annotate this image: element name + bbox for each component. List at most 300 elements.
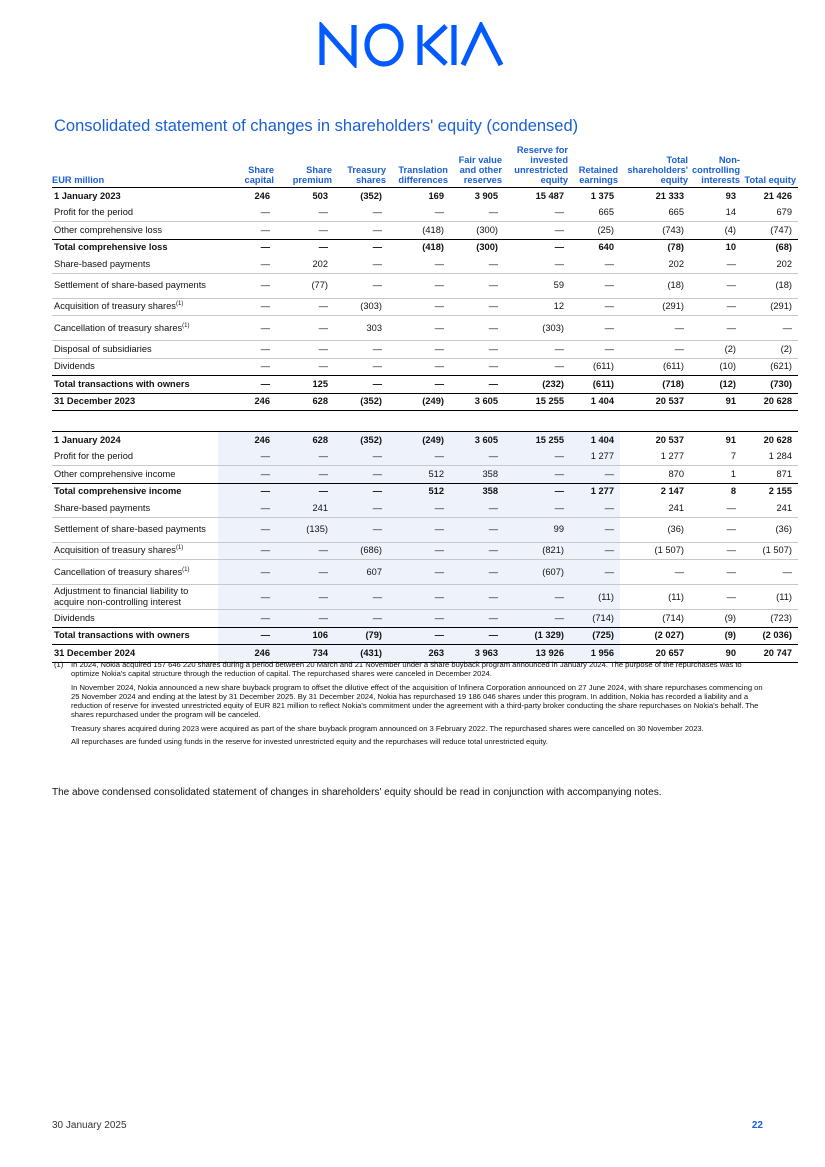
table-cell: (77)	[276, 273, 334, 298]
table-cell: (723)	[770, 612, 792, 623]
table-cell: —	[690, 256, 742, 273]
table-cell: 1 277	[620, 449, 690, 466]
table-cell: —	[218, 627, 276, 645]
table-cell: —	[450, 376, 504, 394]
table-cell: —	[334, 483, 388, 500]
table-cell: 665	[570, 205, 620, 222]
row-label	[52, 610, 218, 628]
footnote-paragraph: In November 2024, Nokia announced a new share buyback program to offset the dilutive effect of the acquisition of Infinera Corporation announced on 27 June 2024, with share repurchases commencing on 25 November 2024 and ending at the latest by 31 December 2025. By 31 December 2024, Nokia has repurchased 19 186 046 shares under this program. In addition, Nokia has recorded a liability and a reduction of reserve for invested unrestricted equity of EUR 821 million to reflect Nokia's commitment under the agreement with a third-party broker conducting the share repurchases on Nokia's behalf. The shares repurchased under the program will be canceled.	[71, 682, 763, 720]
row-label-text: Settlement of share-based payments	[54, 280, 206, 290]
table-cell: (9)	[690, 627, 742, 645]
table-cell: 20 628	[742, 432, 798, 449]
col-header: Total equity	[742, 145, 798, 188]
table-cell: —	[334, 273, 388, 298]
table-cell: —	[388, 298, 450, 316]
table-cell: (300)	[450, 239, 504, 256]
page-title: Consolidated statement of changes in shareholders' equity (condensed)	[54, 117, 579, 135]
table-cell: —	[318, 361, 328, 372]
table-cell: —	[504, 341, 570, 359]
col-header: Translation differences	[388, 145, 450, 188]
table-cell: 503	[312, 190, 328, 201]
table-cell: 246	[218, 645, 276, 663]
footnote-ref: (1)	[182, 322, 190, 329]
table-cell: —	[388, 627, 450, 645]
footnote-marker: (1)	[54, 660, 64, 669]
table-cell: 2 147	[620, 483, 690, 500]
row-label	[52, 393, 218, 411]
table-cell: —	[504, 500, 570, 517]
row-label	[52, 627, 218, 645]
row-label-text: Profit for the period	[54, 451, 134, 462]
table-cell: —	[218, 341, 276, 359]
table-cell: —	[218, 273, 276, 298]
table-cell: 358	[450, 466, 504, 484]
table-cell: (303)	[334, 298, 388, 316]
nokia-logo-mark	[318, 22, 508, 68]
table-cell: 2 155	[742, 483, 798, 500]
col-header: Fair value and other reserves	[450, 145, 504, 188]
table-cell: —	[690, 316, 742, 341]
table-cell: —	[334, 466, 388, 484]
table-cell: 734	[276, 645, 334, 663]
table-cell: 8	[690, 483, 742, 500]
table-cell: (10)	[719, 361, 736, 372]
row-label-text: Dividends	[54, 361, 95, 372]
table-cell: 512	[388, 466, 450, 484]
row-label	[52, 483, 218, 500]
table-cell: 246	[218, 393, 276, 411]
footnotes	[54, 660, 772, 750]
row-label	[52, 316, 218, 341]
table-cell: 93	[725, 190, 736, 201]
table-cell: 1 284	[742, 449, 798, 466]
table-cell: —	[276, 542, 334, 560]
table-cell: —	[570, 517, 620, 542]
row-label	[52, 205, 218, 222]
table-cell: (1 329)	[504, 627, 570, 645]
table-cell: 628	[276, 393, 334, 411]
table-cell: (718)	[620, 376, 690, 394]
table-cell: 246	[218, 432, 276, 449]
table-cell: —	[276, 239, 334, 256]
table-cell: (11)	[620, 585, 690, 610]
table-cell: —	[570, 298, 620, 316]
table-cell: —	[504, 466, 570, 484]
table-cell: (611)	[662, 361, 684, 372]
table-cell: (68)	[742, 239, 798, 256]
table-cell: 241	[742, 500, 798, 517]
table-row	[52, 341, 798, 359]
table-cell: (36)	[742, 517, 798, 542]
table-row	[52, 256, 798, 273]
table-cell: —	[690, 517, 742, 542]
table-cell: 202	[742, 256, 798, 273]
table-cell: 106	[276, 627, 334, 645]
table-cell: —	[570, 341, 620, 359]
table-cell: —	[570, 560, 620, 585]
table-row	[52, 542, 798, 560]
row-label	[52, 500, 218, 517]
table-cell: 3 905	[474, 190, 498, 201]
table-cell: 20 747	[742, 645, 798, 663]
table-cell: —	[388, 273, 450, 298]
table-cell: —	[218, 298, 276, 316]
table-cell: 3 605	[450, 432, 504, 449]
table-cell: (743)	[662, 224, 684, 235]
table-row	[52, 298, 798, 316]
footnote-paragraph: All repurchases are funded using funds in the reserve for invested unrestricted equity and the repurchases will reduce total unrestricted equity.	[71, 737, 548, 747]
table-cell: —	[334, 500, 388, 517]
table-cell: 665	[620, 205, 690, 222]
row-label	[52, 560, 218, 585]
table-cell: 1 277	[570, 483, 620, 500]
table-cell: —	[218, 466, 276, 484]
table-cell: (431)	[334, 645, 388, 663]
table-cell: —	[450, 449, 504, 466]
table-cell: —	[334, 256, 388, 273]
table-cell: —	[388, 449, 450, 466]
col-header: EUR million	[52, 145, 218, 188]
table-cell: (2)	[690, 341, 742, 359]
table-cell: —	[450, 205, 504, 222]
table-cell: 7	[690, 449, 742, 466]
table-cell: (18)	[620, 273, 690, 298]
table-cell: —	[434, 361, 444, 372]
table-cell: 169	[428, 190, 444, 201]
col-header: Reserve for invested unrestricted equity	[504, 145, 570, 188]
row-label	[52, 239, 218, 256]
table-cell: 303	[334, 316, 388, 341]
table-cell: (714)	[662, 612, 684, 623]
table-cell: (249)	[388, 393, 450, 411]
row-label-text: Settlement of share-based payments	[54, 524, 206, 534]
table-cell: 358	[450, 483, 504, 500]
table-cell: —	[450, 316, 504, 341]
table-cell: (249)	[388, 432, 450, 449]
table-cell: (4)	[724, 224, 736, 235]
table-cell: 241	[620, 500, 690, 517]
table-cell: —	[554, 224, 564, 235]
equity-table-2024	[52, 431, 798, 663]
table-cell: —	[504, 449, 570, 466]
table-cell: —	[450, 517, 504, 542]
table-cell: —	[334, 449, 388, 466]
table-cell: (79)	[334, 627, 388, 645]
table-cell: —	[276, 205, 334, 222]
table-cell: (291)	[742, 298, 798, 316]
row-label	[52, 222, 218, 240]
table-cell: —	[218, 560, 276, 585]
table-cell: (607)	[504, 560, 570, 585]
table-cell: —	[218, 517, 276, 542]
row-label-text: Acquisition of treasury shares	[54, 545, 176, 556]
table-cell: —	[276, 483, 334, 500]
table-cell: —	[570, 500, 620, 517]
table-cell: (611)	[592, 361, 614, 372]
table-row	[52, 239, 798, 256]
table-row	[52, 466, 798, 484]
col-header: Retained earnings	[570, 145, 620, 188]
table-cell: —	[276, 585, 334, 610]
table-cell: —	[218, 256, 276, 273]
table-cell: —	[488, 361, 498, 372]
table-cell: (36)	[620, 517, 690, 542]
table-cell: 607	[334, 560, 388, 585]
table-cell: —	[570, 273, 620, 298]
row-label-text: Share-based payments	[54, 258, 151, 269]
table-cell: 20 537	[620, 393, 690, 411]
row-label-text: Cancellation of treasury shares	[54, 566, 183, 577]
table-cell: (135)	[276, 517, 334, 542]
table-cell: (821)	[504, 542, 570, 560]
table-cell: 125	[276, 376, 334, 394]
table-cell: —	[334, 341, 388, 359]
table-cell: —	[450, 500, 504, 517]
table-cell: —	[334, 610, 388, 628]
row-label-text: Total transactions with owners	[54, 630, 190, 641]
table-cell: (1 507)	[742, 542, 798, 560]
table-cell: —	[504, 483, 570, 500]
table-cell: 99	[504, 517, 570, 542]
table-cell: —	[742, 316, 798, 341]
row-label	[52, 358, 218, 376]
table-cell: —	[690, 273, 742, 298]
row-label-text: 31 December 2023	[54, 396, 136, 407]
table-cell: 1 404	[570, 432, 620, 449]
table-cell: —	[276, 316, 334, 341]
footnote-ref: (1)	[182, 566, 190, 573]
row-label-text: Other comprehensive income	[54, 468, 176, 479]
table-cell: —	[504, 585, 570, 610]
table-cell: —	[276, 560, 334, 585]
table-cell: (747)	[770, 224, 792, 235]
table-cell: 628	[276, 432, 334, 449]
table-cell: 241	[276, 500, 334, 517]
row-label	[52, 273, 218, 298]
table-cell: —	[570, 256, 620, 273]
table-cell: 20 657	[620, 645, 690, 663]
table-row	[52, 316, 798, 341]
table-row	[52, 449, 798, 466]
table-cell: —	[388, 585, 450, 610]
table-cell: (352)	[334, 393, 388, 411]
row-label-text: Dividends	[54, 612, 95, 623]
table-cell: —	[218, 500, 276, 517]
col-header: Share capital	[218, 145, 276, 188]
row-label-text: Total comprehensive income	[54, 486, 182, 497]
table-cell: —	[388, 560, 450, 585]
table-cell: —	[620, 560, 690, 585]
table-cell: —	[504, 239, 570, 256]
row-label-text: Acquisition of treasury shares	[54, 301, 176, 312]
row-label-text: Disposal of subsidiaries	[54, 343, 152, 354]
table-cell: (300)	[476, 224, 498, 235]
table-row	[52, 585, 798, 610]
footnote-paragraph: In 2024, Nokia acquired 157 646 220 shares during a period between 20 March and 21 November under a share buyback program announced in January 2024. The purpose of the repurchases was to optimize Nokia's capital structure through the reduction of capital. The repurchased shares were canceled in December 2024.	[71, 660, 742, 679]
table-cell: 15 255	[504, 432, 570, 449]
table-cell: (714)	[570, 610, 620, 628]
table-cell: —	[372, 361, 382, 372]
table-cell: 12	[504, 298, 570, 316]
table-cell: 263	[388, 645, 450, 663]
table-cell: —	[334, 585, 388, 610]
footer-date: 30 January 2025	[52, 1120, 127, 1131]
table-body-2023	[52, 188, 798, 411]
table-cell: 21 426	[763, 190, 792, 201]
table-cell: (725)	[570, 627, 620, 645]
table-row	[52, 393, 798, 411]
table-cell: —	[218, 542, 276, 560]
table-cell: —	[276, 466, 334, 484]
table-cell: (2 036)	[742, 627, 798, 645]
table-cell: 59	[504, 273, 570, 298]
table-cell: —	[504, 205, 570, 222]
table-cell: —	[504, 610, 570, 628]
table-cell: (2)	[742, 341, 798, 359]
table-cell: 10	[690, 239, 742, 256]
row-label	[52, 542, 218, 560]
col-header: Total shareholders' equity	[620, 145, 690, 188]
table-cell: 1 375	[590, 190, 614, 201]
table-cell: (611)	[570, 376, 620, 394]
table-cell: —	[388, 500, 450, 517]
table-cell: 1 277	[570, 449, 620, 466]
table-cell: —	[276, 298, 334, 316]
table-cell: (291)	[620, 298, 690, 316]
table-cell: —	[504, 256, 570, 273]
col-header: Non-controlling interests	[690, 145, 742, 188]
table-cell: —	[334, 376, 388, 394]
table-cell: —	[450, 585, 504, 610]
table-cell: 202	[620, 256, 690, 273]
table-cell: —	[450, 298, 504, 316]
row-label-text: Total transactions with owners	[54, 378, 190, 389]
table-cell: 1	[730, 468, 736, 479]
row-label-text: Adjustment to financial liability to acquire non-controlling interest	[54, 586, 189, 607]
table-cell: —	[260, 361, 270, 372]
row-label	[52, 517, 218, 542]
table-row	[52, 205, 798, 222]
table-cell: 3 963	[450, 645, 504, 663]
table-header-row	[52, 145, 798, 188]
table-row	[52, 627, 798, 645]
table-cell: (78)	[620, 239, 690, 256]
table-cell: —	[570, 316, 620, 341]
table-cell: 870	[668, 468, 684, 479]
table-cell: 90	[690, 645, 742, 663]
table-cell: —	[218, 585, 276, 610]
table-cell: (352)	[334, 432, 388, 449]
table-row	[52, 560, 798, 585]
page-number: 22	[751, 1120, 763, 1131]
table-row	[52, 376, 798, 394]
table-cell: —	[620, 341, 690, 359]
table-cell: 640	[570, 239, 620, 256]
table-cell: —	[388, 256, 450, 273]
table-cell: 21 333	[655, 190, 684, 201]
table-cell: (12)	[690, 376, 742, 394]
row-label	[52, 466, 218, 484]
row-label	[52, 585, 218, 610]
table-cell: —	[218, 205, 276, 222]
table-cell: —	[388, 517, 450, 542]
table-cell: —	[450, 273, 504, 298]
row-label	[52, 188, 218, 205]
table-cell: (730)	[742, 376, 798, 394]
table-cell: —	[690, 585, 742, 610]
table-cell: —	[334, 205, 388, 222]
table-cell: 679	[742, 205, 798, 222]
row-label	[52, 449, 218, 466]
nokia-logo	[0, 22, 825, 68]
table-cell: (352)	[360, 190, 382, 201]
table-cell: —	[388, 341, 450, 359]
table-cell: 15 487	[535, 190, 564, 201]
row-label-text: Total comprehensive loss	[54, 242, 168, 253]
table-cell: (303)	[504, 316, 570, 341]
row-label	[52, 432, 218, 449]
table-cell: —	[318, 224, 328, 235]
table-cell: —	[690, 542, 742, 560]
table-cell: —	[570, 466, 620, 484]
table-cell: —	[276, 610, 334, 628]
table-row	[52, 432, 798, 449]
table-cell: —	[276, 341, 334, 359]
table-cell: 91	[690, 432, 742, 449]
table-cell: —	[218, 239, 276, 256]
footnote-ref: (1)	[175, 545, 184, 552]
row-label-text: 31 December 2024	[54, 647, 136, 658]
table-cell: —	[620, 316, 690, 341]
table-cell: —	[388, 542, 450, 560]
table-cell: —	[388, 610, 450, 628]
row-label	[52, 256, 218, 273]
col-header: Share premium	[276, 145, 334, 188]
table-cell: 13 926	[504, 645, 570, 663]
table-cell: 14	[690, 205, 742, 222]
table-cell: (11)	[742, 585, 798, 610]
table-cell: (418)	[388, 239, 450, 256]
table-cell: —	[450, 560, 504, 585]
row-label-text: 1 January 2024	[54, 434, 121, 445]
table-cell: 246	[254, 190, 270, 201]
table-cell: (686)	[334, 542, 388, 560]
table-cell: —	[388, 205, 450, 222]
row-label-text: Cancellation of treasury shares	[54, 322, 183, 333]
table-cell: —	[554, 361, 564, 372]
row-label-text: Profit for the period	[54, 207, 134, 218]
table-cell: 91	[690, 393, 742, 411]
table-cell: —	[450, 610, 504, 628]
table-cell: —	[450, 256, 504, 273]
table-cell: (25)	[597, 224, 614, 235]
row-label	[52, 298, 218, 316]
table-cell: 3 605	[450, 393, 504, 411]
table-cell: (2 027)	[620, 627, 690, 645]
table-cell: —	[260, 224, 270, 235]
table-row	[52, 188, 798, 205]
equity-table-2023	[52, 145, 798, 411]
table-cell: (9)	[724, 612, 736, 623]
table-cell: —	[334, 239, 388, 256]
table-cell: —	[450, 341, 504, 359]
footnote-ref: (1)	[175, 301, 184, 308]
table-row	[52, 273, 798, 298]
table-row	[52, 517, 798, 542]
table-cell: 15 255	[504, 393, 570, 411]
table-cell: (232)	[504, 376, 570, 394]
row-label	[52, 376, 218, 394]
